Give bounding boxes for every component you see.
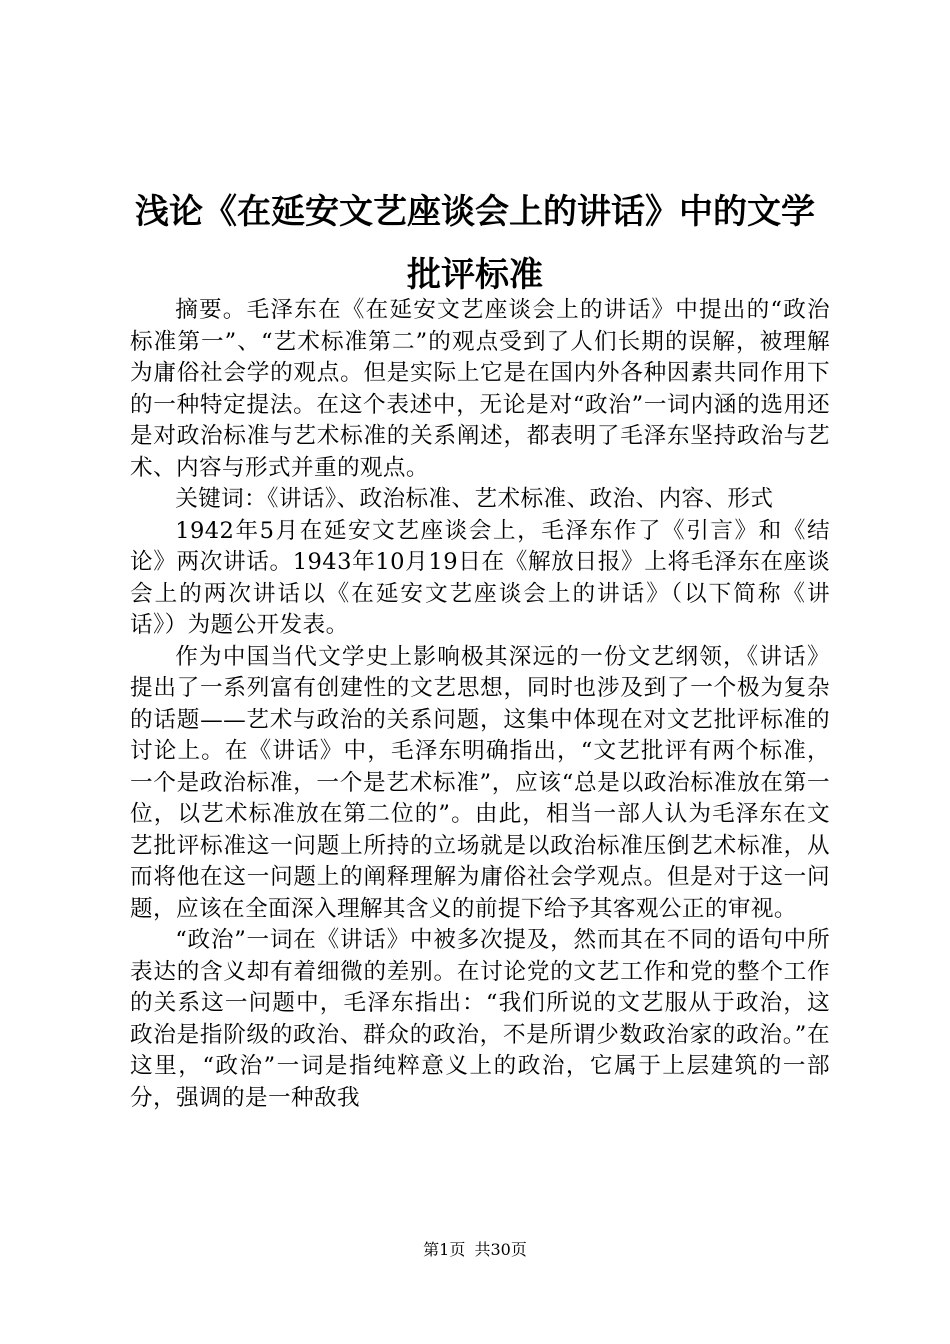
document-title-line-1: 浅论《在延安文艺座谈会上的讲话》中的文学: [135, 192, 815, 232]
document-body: [130, 295, 830, 1114]
body-paragraph: 作为中国当代文学史上影响极其深远的一份文艺纲领，《讲话》提出了一系列富有创建性的文艺思想，同时也涉及到了一个极为复杂的话题——艺术与政治的关系问题，这集中体现在对文艺批评标准的讨论上。在《讲话》中，毛泽东明确指出，“文艺批评有两个标准，一个是政治标准，一个是艺术标准”，应该“总是以政治标准放在第一位，以艺术标准放在第二位的”。由此，相当一部人认为毛泽东在文艺批评标准这一问题上所持的立场就是以政治标准压倒艺术标准，从而将他在这一问题上的阐释理解为庸俗社会学观点。但是对于这一问题，应该在全面深入理解其含义的前提下给予其客观公正的审视。: [130, 643, 830, 922]
body-paragraph: “政治”一词在《讲话》中被多次提及，然而其在不同的语句中所表达的含义却有着细微的差别。在讨论党的文艺工作和党的整个工作的关系这一问题中，毛泽东指出：“我们所说的文艺服从于政治，这政治是指阶级的政治、群众的政治，不是所谓少数政治家的政治。”在这里，“政治”一词是指纯粹意义上的政治，它属于上层建筑的一部分，强调的是一种敌我: [130, 927, 830, 1111]
body-paragraph: 1942年5月在延安文艺座谈会上，毛泽东作了《引言》和《结论》两次讲话。1943年10月19日在《解放日报》上将毛泽东在座谈会上的两次讲话以《在延安文艺座谈会上的讲话》（以下简称《讲话》）为题公开发表。: [130, 517, 830, 638]
keywords-paragraph: 关键词：《讲话》、政治标准、艺术标准、政治、内容、形式: [175, 486, 774, 512]
page-number: 第1页: [423, 1240, 466, 1259]
document-title-line-2: 批评标准: [407, 255, 543, 295]
page-footer: [0, 1240, 950, 1260]
abstract-paragraph: 摘要。毛泽东在《在延安文艺座谈会上的讲话》中提出的“政治标准第一”、“艺术标准第二”的观点受到了人们长期的误解，被理解为庸俗社会学的观点。但是实际上它是在国内外各种因素共同作用下的一种特定提法。在这个表述中，无论是对“政治”一词内涵的选用还是对政治标准与艺术标准的关系阐述，都表明了毛泽东坚持政治与艺术、内容与形式并重的观点。: [130, 297, 831, 481]
page-total: 共30页: [474, 1240, 527, 1259]
